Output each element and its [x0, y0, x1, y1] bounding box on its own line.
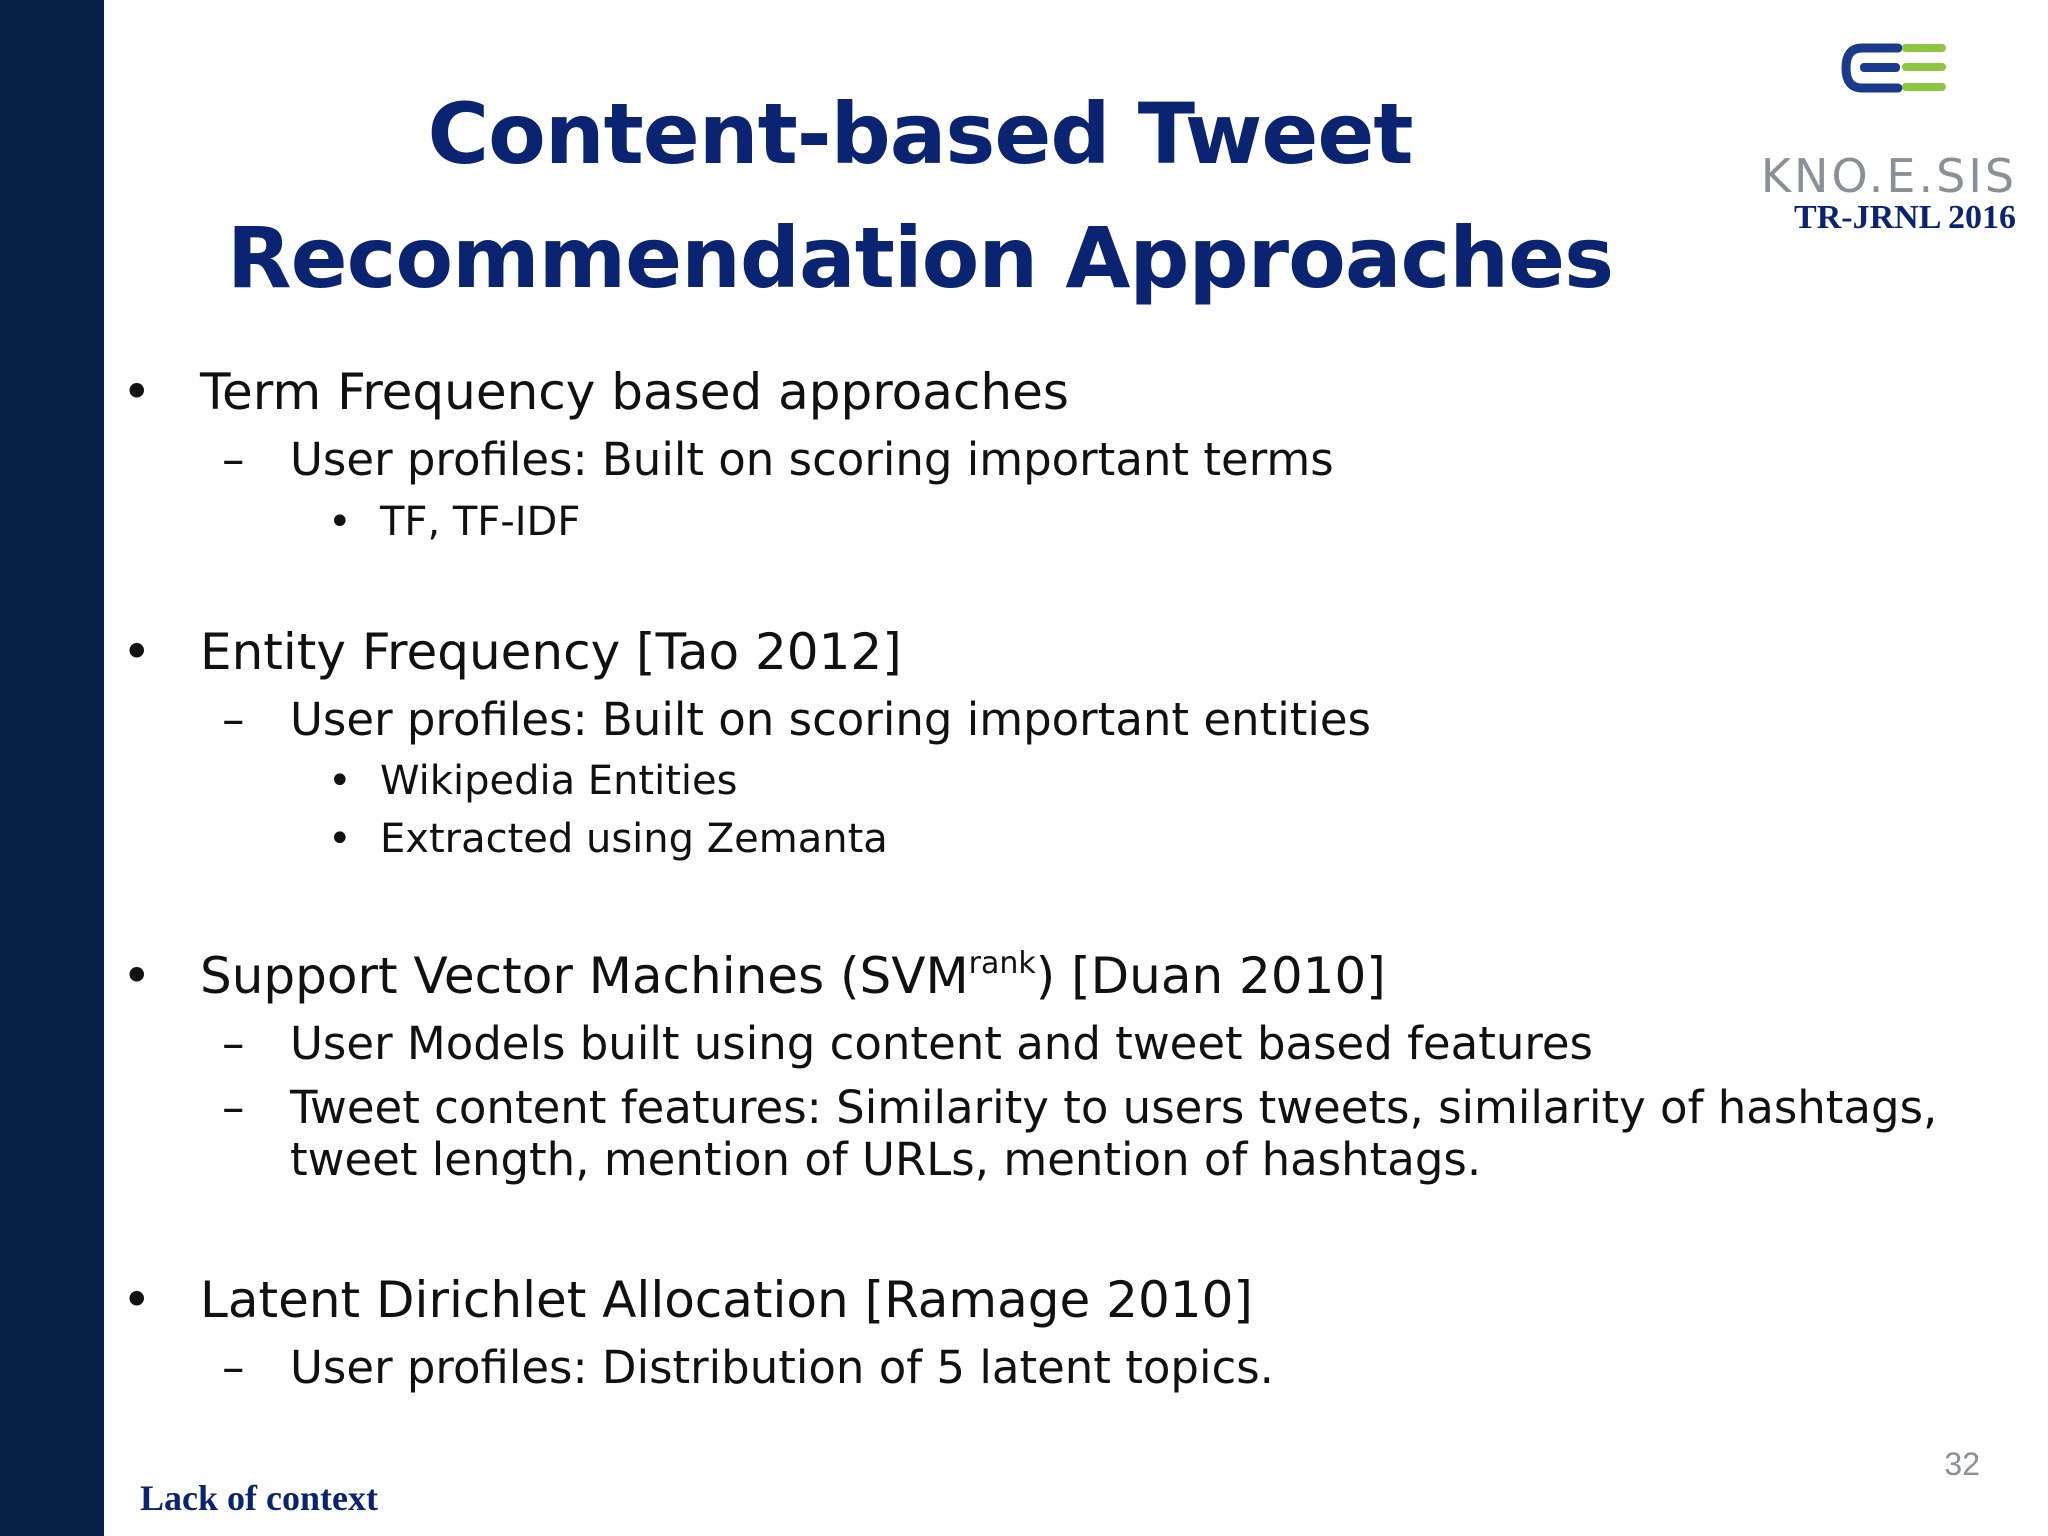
bullet-marker: •: [328, 499, 352, 545]
reference-tag: TR-JRNL 2016: [1794, 199, 2016, 236]
superscript-rank: rank: [968, 946, 1036, 981]
bullet-term-frequency: [122, 362, 1069, 422]
sub-bullet-text: User profiles: Built on scoring important terms: [290, 433, 1334, 486]
sub-sub-bullet-text: Extracted using Zemanta: [380, 816, 888, 862]
sub-sub-bullet: [328, 498, 581, 546]
sub-bullet-text: User profiles: Built on scoring important entities: [290, 693, 1371, 746]
bullet-marker: •: [328, 816, 352, 862]
page-number: 32: [1944, 1446, 1980, 1482]
sub-bullet-text-line-2: tweet length, mention of URLs, mention of hashtags.: [290, 1133, 1482, 1186]
bullet-text: Latent Dirichlet Allocation [Ramage 2010]: [200, 1271, 1253, 1329]
title-line-2: Recommendation Approaches: [226, 209, 1614, 307]
sub-sub-bullet-text: Wikipedia Entities: [380, 758, 738, 804]
dash-marker: –: [222, 1341, 245, 1394]
sub-sub-bullet: [328, 815, 888, 863]
sub-bullet: [222, 1081, 1990, 1186]
bullet-text-part-1: Support Vector Machines (SVM: [200, 947, 969, 1005]
dash-marker: –: [222, 433, 245, 486]
dash-marker: –: [222, 1017, 245, 1070]
sub-bullet: [222, 1341, 1990, 1394]
title-line-1: Content-based Tweet: [427, 85, 1413, 183]
bullet-marker: •: [328, 758, 352, 804]
dash-marker: –: [222, 693, 245, 746]
dash-marker: –: [222, 1081, 245, 1134]
sub-bullet: [222, 1017, 1990, 1070]
logo-text: KNO.E.SIS: [1760, 149, 2018, 203]
bullet-marker: •: [122, 623, 152, 681]
sub-bullet-text-line-1: Tweet content features: Similarity to users tweets, similarity of hashtags,: [290, 1081, 1938, 1134]
bullet-marker: •: [122, 1271, 152, 1329]
sub-bullet-text: User Models built using content and tweet based features: [290, 1017, 1594, 1070]
sub-bullet: [222, 693, 1990, 746]
bullet-svm: [122, 946, 1386, 1006]
bullet-marker: •: [122, 947, 152, 1005]
footer-note: Lack of context: [140, 1478, 378, 1518]
sub-bullet-text: User profiles: Distribution of 5 latent topics.: [290, 1341, 1274, 1394]
bullet-lda: [122, 1270, 1253, 1330]
sub-sub-bullet: [328, 757, 738, 805]
sub-bullet: [222, 433, 1990, 486]
bullet-text: Entity Frequency [Tao 2012]: [200, 623, 902, 681]
bullet-marker: •: [122, 363, 152, 421]
sub-sub-bullet-text: TF, TF-IDF: [380, 499, 581, 545]
bullet-entity-frequency: [122, 622, 902, 682]
bullet-text: Term Frequency based approaches: [200, 363, 1069, 421]
bullet-text-part-2: ) [Duan 2010]: [1035, 947, 1386, 1005]
